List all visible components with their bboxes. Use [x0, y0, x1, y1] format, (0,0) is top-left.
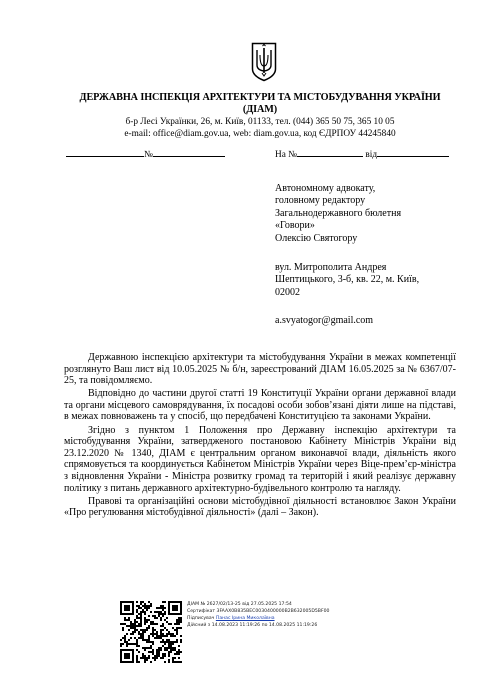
recipient-line: головному редактору — [275, 195, 366, 207]
outgoing-number-line — [66, 147, 225, 161]
recipient-email: a.svyatogor@gmail.com — [275, 315, 374, 326]
blank-line — [377, 147, 449, 157]
recipient-line: «Говори» — [275, 220, 315, 232]
organization-address: б-р Лесі Українки, 26, м. Київ, 01133, тел. (044) 365 50 75, 365 10 05 — [125, 117, 395, 127]
blank-line — [66, 147, 144, 157]
recipient-line: Олексію Святогору — [275, 232, 358, 244]
signature-validity-line: Дійсний з 14.08.2023 11:19:26 по 14.08.2025 11:19:26 — [187, 623, 318, 628]
address-line: Шептицького, 3-б, кв. 22, м. Київ, — [275, 274, 420, 286]
organization-full-name: ДЕРЖАВНА ІНСПЕКЦІЯ АРХІТЕКТУРИ ТА МІСТОБУДУВАННЯ УКРАЇНИ — [79, 92, 441, 103]
from-label: від — [365, 150, 378, 160]
electronic-signature-stamp — [120, 597, 480, 665]
blank-line — [297, 147, 363, 157]
address-line: вул. Митрополита Андрея — [275, 262, 387, 273]
recipient-line: Загальнодержавного бюлетня — [275, 207, 402, 219]
address-line: 02002 — [275, 286, 300, 298]
blank-line — [153, 147, 225, 157]
on-number-label: На № — [275, 150, 298, 160]
body-paragraph: Державною інспекцією архітектури та містобудування України в межах компетенції розглянуто Ваш лист від 10.05.2025 № б/н, зареєстрований ДІАМ 16.05.2025 за № 6367/07-25, та повідомляємо. — [64, 352, 456, 387]
recipient-address — [275, 262, 475, 299]
number-sign: № — [144, 150, 153, 160]
signature-details — [187, 601, 329, 629]
trident-emblem-icon — [251, 42, 277, 82]
recipient-line: Автономному адвокату, — [275, 183, 376, 194]
body-paragraph: Правові та організаційні основи містобудівної діяльності встановлює Закон України «Про регулювання містобудівної діяльності» (далі – Закон). — [64, 495, 456, 519]
organization-contacts: e-mail: office@diam.gov.ua, web: diam.gov.ua, код ЄДРПОУ 44245840 — [124, 129, 396, 139]
recipient-block — [275, 183, 475, 245]
letter-body — [64, 352, 456, 520]
body-paragraph: Згідно з пунктом 1 Положення про Державну інспекцію архітектури та містобудування України, затвердженого постановою Кабінету Міністрів України від 23.12.2020 № 1340, ДІАМ є центральним органом виконавчої влади, діяльність якого спрямовується та координується Кабінетом Міністрів України через Віце-прем’єр-міністра з відновлення України - Міністра розвитку громад та територій і який реалізує державну політику з питань державного архітектурно-будівельного контролю та нагляду. — [64, 424, 456, 494]
signature-certificate-line: Сертифікат 3FAAX0B835BEC0030400000B2B632005D5BF00 — [187, 609, 330, 614]
signature-document-line: ДІАМ № 2627/02/13-25 від 27.05.2025 17:54 — [187, 602, 292, 607]
incoming-reference-line — [275, 147, 449, 161]
qr-code-icon — [120, 601, 182, 663]
organization-abbreviation: (ДІАМ) — [242, 104, 278, 115]
body-paragraph: Відповідно до частини другої статті 19 Конституції України органи державної влади та органи місцевого самоврядування, їх посадові особи зобов’язані діяти лише на підставі, в межах повноважень та у спосіб, що передбачені Конституцією та законами України. — [64, 388, 456, 423]
signer-label: Підписувач — [187, 616, 215, 621]
signature-signer-line — [187, 615, 329, 622]
signer-name[interactable]: Панас Ірина Миколаївна — [215, 616, 275, 621]
organization-name — [40, 92, 480, 116]
